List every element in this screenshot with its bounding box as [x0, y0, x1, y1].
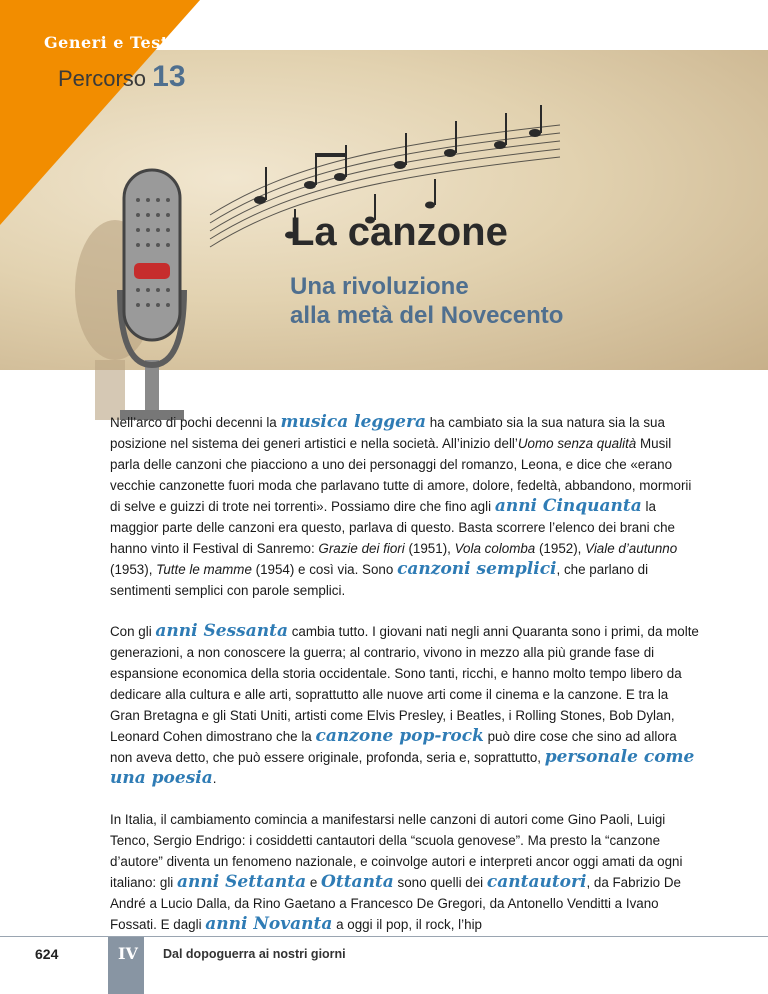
text-run: Nell’arco di pochi decenni la [110, 415, 281, 430]
text-run: (1952), [535, 541, 586, 556]
subtitle-line-2: alla metà del Novecento [290, 302, 564, 329]
highlight-term: anni Cinquanta [494, 496, 642, 516]
text-run: Con gli [110, 624, 156, 639]
highlight-term: anni Sessanta [155, 621, 288, 641]
paragraph-2 [110, 621, 700, 789]
highlight-term: anni Settanta [177, 872, 307, 892]
text-run: sono quelli dei [393, 875, 487, 890]
text-run: cambia tutto. I giovani nati negli anni Quaranta sono i primi, da molte generazioni, a non conoscere la guerra; al contrario, vivono in mezzo alla più grande fase di espansione economica della storia occidentale. Sono tanti, ricchi, e hanno molto tempo libero da dedicare alla cultura e alle arti, soprattutto alle nuove arti come il cinema e la canzone. E tra la Gran Bretagna e gli Stati Uniti, artisti come Elvis Presley, i Beatles, i Rolling Stones, Bob Dylan, Leonard Cohen dimostrano che la [110, 624, 699, 744]
percorso-label: Percorso [58, 66, 147, 91]
highlight-term: personale come una poesia [110, 747, 695, 788]
percorso-heading [58, 60, 186, 94]
text-run: e [306, 875, 322, 890]
text-run: (1953), [110, 562, 157, 577]
text-run: . [212, 771, 217, 786]
highlight-term: canzoni semplici [397, 559, 557, 579]
highlight-term: canzone pop-rock [315, 726, 484, 746]
text-run: la maggior parte delle canzoni era questo, parlava di questo. Basta scorrere l’elenco dei brani che hanno vinto il Festival di Sanremo: [110, 499, 675, 556]
highlight-term: anni Novanta [205, 914, 333, 934]
text-run: a oggi il pop, il rock, l’hip [332, 917, 482, 932]
text-run: , da Fabrizio De André a Lucio Dalla, da Rino Gaetano a Francesco De Gregori, da Antonello Venditti a Ivano Fossati. E dagli [110, 875, 681, 932]
part-number: IV [118, 944, 138, 963]
text-run: (1951), [404, 541, 455, 556]
body-text [110, 412, 700, 955]
text-run: (1954) e così via. Sono [251, 562, 398, 577]
highlight-term: musica leggera [280, 412, 426, 432]
section-title: Dal dopoguerra ai nostri giorni [163, 947, 346, 961]
page-subtitle [290, 272, 563, 330]
subtitle-line-1: Una rivoluzione [290, 273, 469, 300]
text-run: In Italia, il cambiamento comincia a manifestarsi nelle canzoni di autori come Gino Paoli, Luigi Tenco, Sergio Endrigo: i cosiddetti cantautori della “scuola genovese”. Ma presto la “canzone d’autore” diventa un fenomeno nazionale, e coinvolge autori e interpreti ancor oggi amati da ogni italiano: gli [110, 812, 683, 890]
text-run: ha cambiato sia la sua natura sia la sua posizione nel sistema dei generi artistici e nella società. All’inizio dell’ [110, 415, 665, 451]
page-number: 624 [35, 946, 59, 962]
italic-title: Viale d’autunno [585, 541, 678, 556]
percorso-number: 13 [152, 60, 186, 93]
highlight-term: Ottanta [321, 872, 394, 892]
series-label: Generi e Testi [44, 33, 176, 52]
italic-title: Grazie dei fiori [318, 541, 405, 556]
paragraph-1 [110, 412, 700, 601]
microphone-illustration [60, 160, 270, 420]
page-title: La canzone [290, 210, 508, 254]
italic-title: Tutte le mamme [156, 562, 252, 577]
italic-title: Uomo senza qualità [517, 436, 637, 451]
paragraph-3 [110, 809, 700, 935]
italic-title: Vola colomba [454, 541, 536, 556]
text-run: Musil parla delle canzoni che piacciono a uno dei personaggi del romanzo, Leona, e dice che «erano vecchie canzonette fuori moda che parlavano tutte di amore, dolore, fedeltà, abbandono, mormorii di selve e guizzi di trote nei torrenti». Possiamo dire che fino agli [110, 436, 692, 514]
text-run: , che parlano di sentimenti semplici con parole semplici. [110, 562, 649, 598]
text-run: può dire cose che sino ad allora non aveva detto, che può essere originale, profonda, seria e, soprattutto, [110, 729, 677, 765]
highlight-term: cantautori [486, 872, 587, 892]
